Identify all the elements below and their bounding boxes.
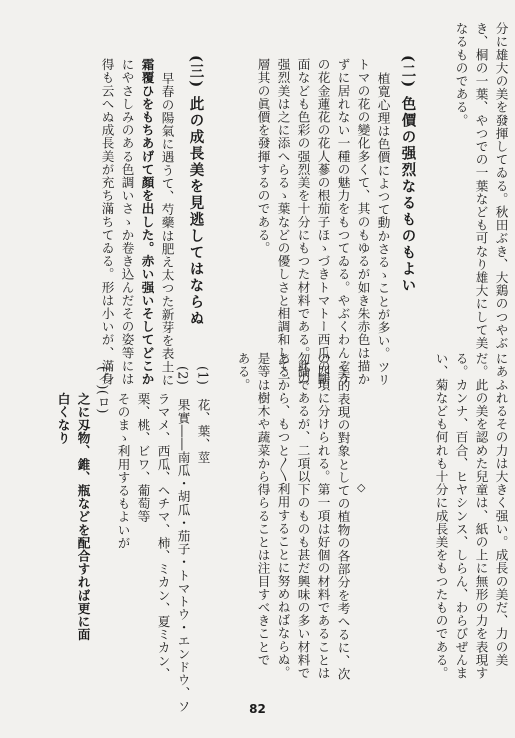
list-item: 之に刄物、錐、瓶などを配合すれば更に面 bbox=[75, 366, 91, 642]
list-item: (1) 花、葉、莖 bbox=[195, 366, 211, 464]
text-line: き、桐の一葉、やつでの一葉なども可なり雄大にして美 bbox=[473, 22, 489, 350]
text-line: 勿論であるが、二項以下のものも甚だ興味の多い材料で bbox=[295, 352, 311, 680]
text-line: の花金蓮花の花人蔘の根茄子ほゝづきトマトー西瓜の斷 bbox=[315, 58, 331, 386]
list-item: 白くなり bbox=[55, 366, 71, 445]
list-item: (2) 果實――南瓜・胡瓜・茄子・トマトウ・エンドウ、ソ bbox=[175, 366, 191, 713]
text-line: ずに居れない一種の魅力をもつてゐる。やぶくわんぞう bbox=[335, 58, 351, 386]
section-heading-2: (二) 色價の强烈なるものもよい bbox=[399, 55, 417, 295]
list-marker: (イ)(ロ) bbox=[95, 366, 111, 414]
list-item: 栗、桃、ビワ、葡萄等 bbox=[135, 366, 151, 524]
text-line: にやさしみのある色調いさゝか卷き込んだその姿等には bbox=[119, 58, 135, 386]
text-line: る。カンナ、百合、ヒヤシンス、しらん、わらびぜんま bbox=[453, 352, 469, 680]
text-line: 是等は樹木や蔬菜から得らることは注目すべきことで bbox=[255, 352, 271, 667]
text-line: い、菊なども何れも十分に成長美をもつたものである。 bbox=[433, 352, 449, 680]
text-line: 面なども色彩の强烈美を十分にもつた材料である。此の bbox=[295, 58, 311, 386]
text-line: 霜覆ひをもちあげて顏を出した。赤い强いそしてどこか bbox=[139, 58, 155, 386]
page-number: 82 bbox=[249, 702, 266, 716]
text-line: 層其の眞價を發揮するのである。 bbox=[255, 58, 271, 255]
text-line: 得も云へぬ成長美が充ち滿ちてゐる。形は小いが、滿身 bbox=[99, 58, 115, 386]
text-line: 早春の陽氣に遇うて、芍藥は肥え太つた新芽を表土に bbox=[159, 72, 175, 387]
text-line: にあふれるその力は大きく强い。成長の美だ、力の美 bbox=[493, 352, 509, 667]
text-line: トマの花の變化多くて、其のもゆるが如き朱赤色は描か bbox=[355, 58, 371, 386]
text-line: 植寛心理は色價によつて動かさるゝことが多い。ツリ bbox=[375, 72, 391, 387]
text-line: だ。此の美を認めた兒童は、紙の上に無形の力を表現す bbox=[473, 352, 489, 680]
list-item: そのまゝ利用するもよいが bbox=[115, 366, 131, 550]
list-item: ラマメ、西瓜、ヘチマ、柿、ミカン、夏ミカン、 bbox=[155, 366, 171, 681]
section-divider-diamond: ◇ bbox=[357, 481, 366, 494]
text-line: なるものである。 bbox=[453, 22, 469, 127]
text-line: 美的表現の對象としての植物の各部分を考へるに、次 bbox=[335, 366, 351, 681]
text-line: 分に雄大の美を發揮してゐる。秋田ぶき、大鶏のつやぶ bbox=[493, 22, 509, 350]
text-line: 强烈美は之に添へらるゝ葉などの優しさと相調和して一 bbox=[275, 58, 291, 386]
text-line: あるから、もつと〳〵利用することに努めねばならぬ。 bbox=[275, 352, 291, 679]
section-heading-3: (三) 此の成長美を見逃してはならぬ bbox=[187, 55, 205, 328]
text-line: ある。 bbox=[235, 352, 251, 392]
text-line: の四項に分けられる。第一項は好個の材料であることは bbox=[315, 352, 331, 680]
